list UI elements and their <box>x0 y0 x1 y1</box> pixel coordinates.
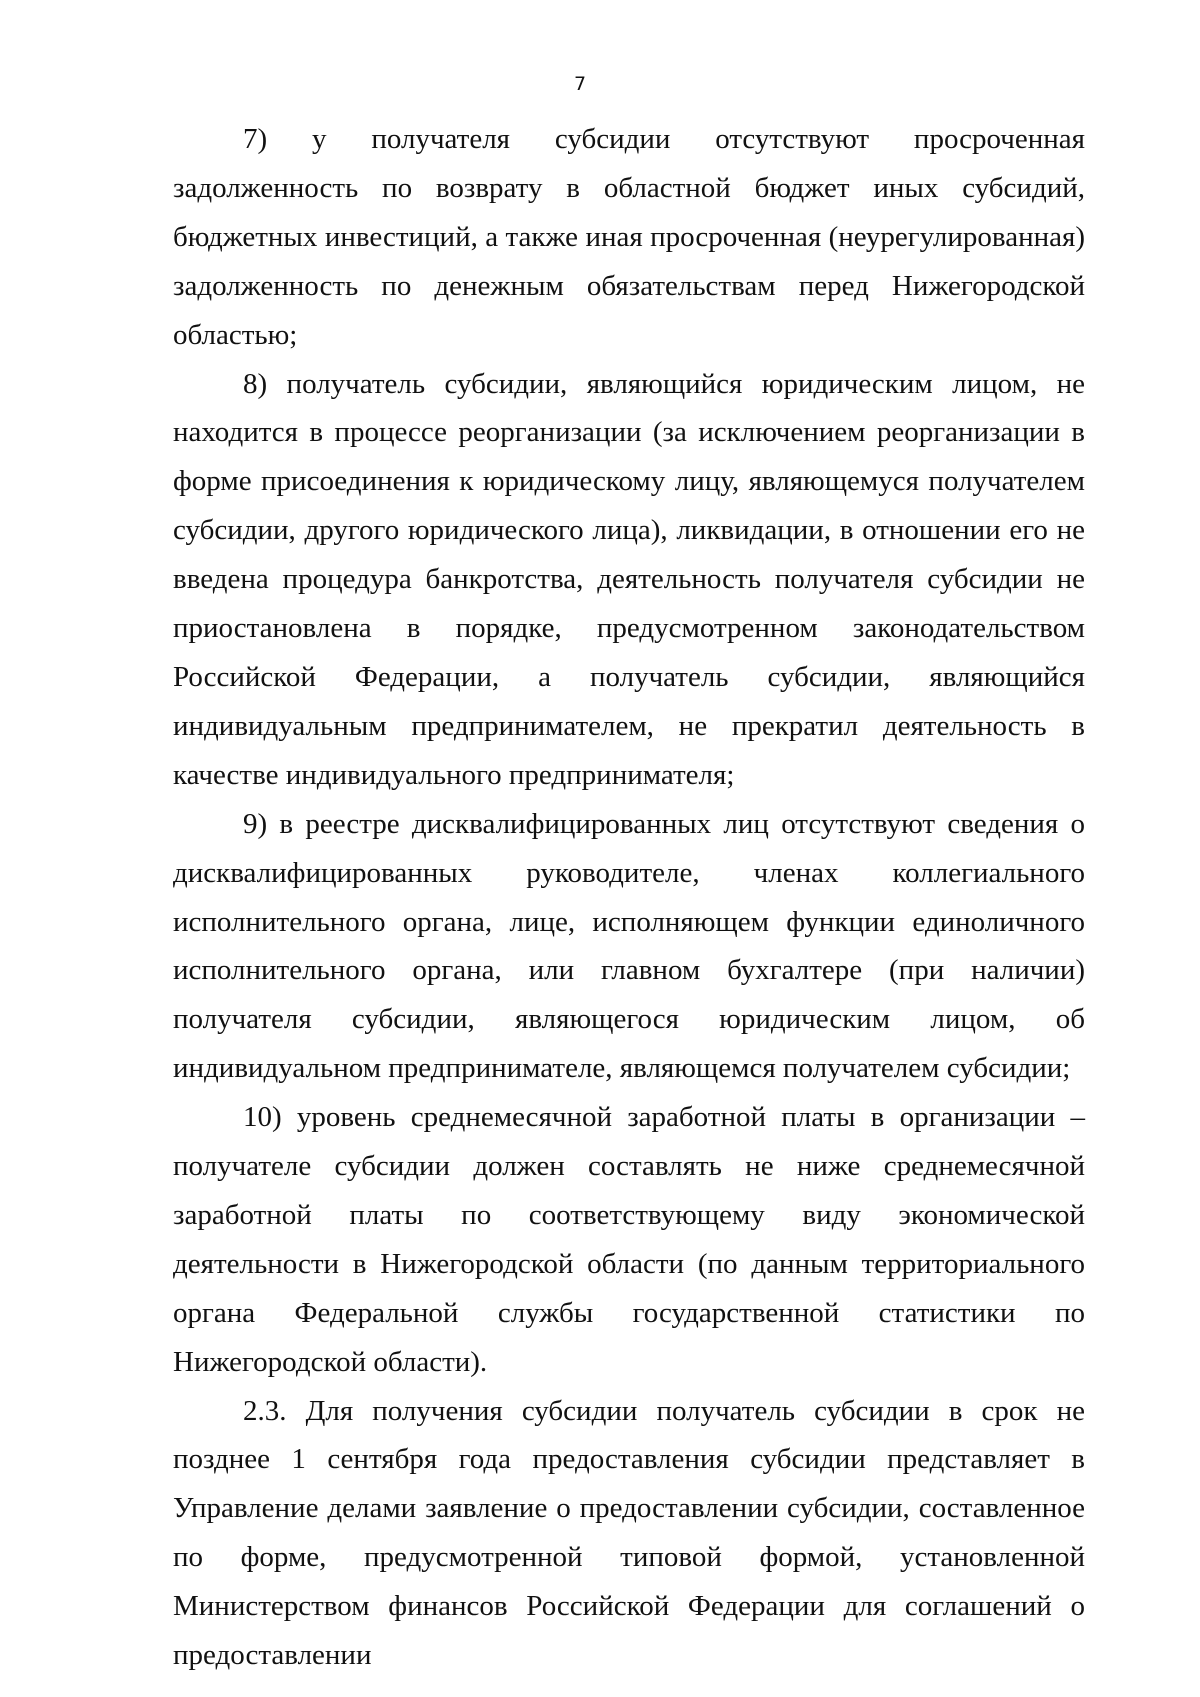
paragraph-item-10: 10) уровень среднемесячной заработной платы в организации – получателе субсидии должен составлять не ниже среднемесячной заработной платы по соответствующему виду экономической деятельности в Нижегородской области (по данным территориального органа Федеральной службы государственной статистики по Нижегородской области). <box>173 1101 1085 1378</box>
page-number: 7 <box>573 73 587 95</box>
paragraph-section-2-3: 2.3. Для получения субсидии получатель субсидии в срок не позднее 1 сентября года предоставления субсидии представляет в Управление делами заявление о предоставлении субсидии, составленное по форме, предусмотренной типовой формой, установленной Министерством финансов Российской Федерации для соглашений о предоставлении <box>173 1394 1085 1672</box>
paragraph-item-8: 8) получатель субсидии, являющийся юридическим лицом, не находится в процессе реорганизации (за исключением реорганизации в форме присоединения к юридическому лицу, являющемуся получателем субсидии, другого юридического лица), ликвидации, в отношении его не введена процедура банкротства, деятельность получателя субсидии не приостановлена в порядке, предусмотренном законодательством Российской Федерации, а получатель субсидии, являющийся индивидуальным предпринимателем, не прекратил деятельность в качестве индивидуального предпринимателя; <box>173 367 1085 791</box>
document-body <box>173 115 1085 1680</box>
paragraph-item-9: 9) в реестре дисквалифицированных лиц отсутствуют сведения о дисквалифицированных руководителе, членах коллегиального исполнительного органа, лице, исполняющем функции единоличного исполнительного органа, или главном бухгалтере (при наличии) получателя субсидии, являющегося юридическим лицом, об индивидуальном предпринимателе, являющемся получателем субсидии; <box>173 807 1085 1085</box>
paragraph-item-7: 7) у получателя субсидии отсутствуют просроченная задолженность по возврату в областной бюджет иных субсидий, бюджетных инвестиций, а также иная просроченная (неурегулированная) задолженность по денежным обязательствам перед Нижегородской областью; <box>173 123 1085 351</box>
